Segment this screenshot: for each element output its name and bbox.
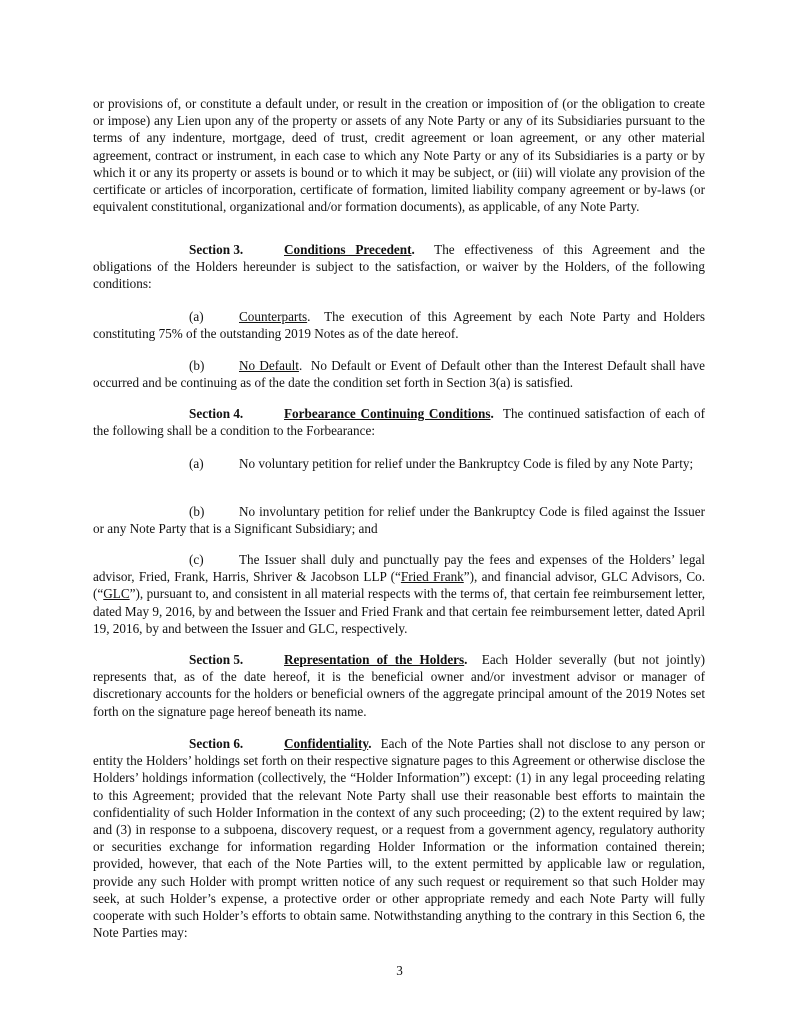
section-3a-paragraph: (a) Counterparts. The execution of this Agreement by each Note Party and Holders constituting 75% of the outstanding 2019 Notes as of the date hereof. — [93, 309, 705, 342]
section-3b-paragraph: (b) No Default. No Default or Event of Default other than the Interest Default shall have occurred and be continuing as of the date the condition set forth in Section 3(a) is satisfied. — [93, 358, 705, 391]
section-4a-label: (a) — [189, 456, 204, 471]
section-6-paragraph: Section 6. Confidentiality. Each of the Note Parties shall not disclose to any person or entity the Holders’ holdings set forth on their respective signature pages to this Agreement or otherwise disclose the Holders’ holdings information (collectively, the “Holder Information”) except: (1) in any legal proceeding relating to this Agreement; provided that the relevant Note Party shall use their reasonable best efforts to maintain the confidentiality of such Holder Information in the context of any such proceeding; (2) to the extent required by law; and (3) in response to a subpoena, discovery request, or a request from a government agency, regulatory authority or securities exchange for information regarding Holder Information or the information contained therein; provided, however, that each of the Note Parties will, to the extent permitted by applicable law or regulation, provide any such Holder with prompt written notice of any such request or requirement so that such Holder may seek, at such Holder’s expense, a protective order or other appropriate remedy and each Note Party will fully cooperate with such Holder’s efforts to obtain same. Notwithstanding anything to the contrary in this Section 6, the Note Parties may: — [93, 736, 705, 941]
page-number: 3 — [396, 963, 403, 978]
section-4-heading: Forbearance Continuing Conditions — [284, 406, 491, 421]
section-4b-paragraph — [93, 503, 705, 537]
defined-term-glc: GLC — [103, 586, 130, 602]
section-4-text: The continued satisfaction of each of the following shall be a condition to the Forbearance: — [93, 406, 705, 439]
section-5-text: Each Holder severally (but not jointly) represents that, as of the date hereof, it is the beneficial owner and/or investment advisor or manager of discretionary accounts for the holders or beneficial owners of the aggregate principal amount of the 2019 Notes set forth on the signature page hereof beneath its name. — [93, 652, 705, 719]
section-4c-text-2: ”), and financial advisor, GLC Advisors, Co. (“ — [93, 569, 706, 602]
section-3a-text: The execution of this Agreement by each Note Party and Holders constituting 75% of the outstanding 2019 Notes as of the date hereof. — [93, 309, 705, 342]
defined-term-fried-frank: Fried Frank — [400, 569, 464, 585]
section-3-heading: Conditions Precedent — [284, 242, 412, 257]
section-3b-text: No Default or Event of Default other than the Interest Default shall have occurred and be continuing as of the date the condition set forth in Section 3(a) is satisfied. — [93, 358, 705, 391]
section-3a-title: Counterparts — [239, 309, 308, 324]
section-4a-text: No voluntary petition for relief under the Bankruptcy Code is filed by any Note Party; — [239, 456, 694, 471]
section-3a-label: (a) — [189, 309, 204, 324]
section-6-number: Section 6. — [189, 736, 244, 751]
intro-paragraph: or provisions of, or constitute a default under, or result in the creation or imposition of (or the obligation to create or impose) any Lien upon any of the property or assets of any Note Party or any of its Subsidiaries pursuant to the terms of any indenture, mortgage, deed of trust, credit agreement or loan agreement, or any other material agreement, contract or instrument, in each case to which any Note Party or any of its Subsidiaries is a party or by which it or any its property or assets is bound or to which it may be subject, or (iii) will violate any provision of the certificate or articles of incorporation, certificate of formation, limited liability company agreement or by-laws (or equivalent constitutional, organizational and/or formation documents), as applicable, of any Note Party. — [93, 96, 705, 215]
section-4c-text-3: ”), pursuant to, and consistent in all material respects with the terms of, that certain fee reimbursement letter, dated May 9, 2016, by and between the Issuer and Fried Frank and that certain fee reimbursement letter, dated April 19, 2016, by and between the Issuer and GLC, respectively. — [93, 586, 705, 636]
section-3b-title: No Default — [239, 358, 299, 373]
section-4-number: Section 4. — [189, 406, 244, 421]
section-6-text: Each of the Note Parties shall not disclose to any person or entity the Holders’ holdings set forth on their respective signature pages to this Agreement or otherwise disclose the Holders’ holdings information (collectively, the “Holder Information”) except: (1) in any legal proceeding relating to this Agreement; provided that the relevant Note Party shall use their reasonable best efforts to maintain the confidentiality of such Holder Information in the context of any such proceeding; (2) to the extent required by law; and (3) in response to a subpoena, discovery request, or a request from a government agency, regulatory authority or securities exchange for information regarding Holder Information or the information contained therein; provided, however, that each of the Note Parties will, to the extent permitted by applicable law or regulation, provide any such Holder with prompt written notice of any such request or requirement so that such Holder may seek, at such Holder’s expense, a protective order or other appropriate remedy and each Note Party will fully cooperate with such Holder’s efforts to obtain same. Notwithstanding anything to the contrary in this Section 6, the Note Parties may: — [93, 736, 705, 941]
section-3-paragraph: Section 3. Conditions Precedent. The effectiveness of this Agreement and the obligations of the Holders hereunder is subject to the satisfaction, or waiver by the Holders, of the following conditions: — [93, 242, 705, 292]
section-5-paragraph: Section 5. Representation of the Holders. Each Holder severally (but not jointly) represents that, as of the date hereof, it is the beneficial owner and/or investment advisor or manager of discretionary accounts for the holders or beneficial owners of the aggregate principal amount of the 2019 Notes set forth on the signature page hereof beneath its name. — [93, 652, 705, 719]
section-4c-text: The Issuer shall duly and punctually pay the fees and expenses of the Holders’ legal advisor, Fried, Frank, Harris, Shriver & Jacobson LLP (“ — [93, 552, 705, 585]
section-3-number: Section 3. — [189, 242, 244, 257]
section-4-paragraph: Section 4. Forbearance Continuing Conditions. The continued satisfaction of each of the following shall be a condition to the Forbearance: — [93, 406, 705, 439]
section-3-text: The effectiveness of this Agreement and the obligations of the Holders hereunder is subject to the satisfaction, or waiver by the Holders, of the following conditions: — [93, 242, 705, 292]
section-3b-label: (b) — [189, 358, 205, 373]
section-4c-label: (c) — [189, 552, 204, 567]
section-6-heading: Confidentiality — [284, 736, 369, 751]
section-4c-paragraph — [93, 551, 705, 637]
section-5-number: Section 5. — [189, 652, 244, 667]
section-5-heading: Representation of the Holders — [284, 652, 465, 667]
section-4a-paragraph — [93, 455, 705, 472]
section-4b-label: (b) — [189, 504, 205, 519]
section-4b-text: No involuntary petition for relief under the Bankruptcy Code is filed against the Issuer or any Note Party that is a Significant Subsidiary; and — [93, 504, 705, 537]
